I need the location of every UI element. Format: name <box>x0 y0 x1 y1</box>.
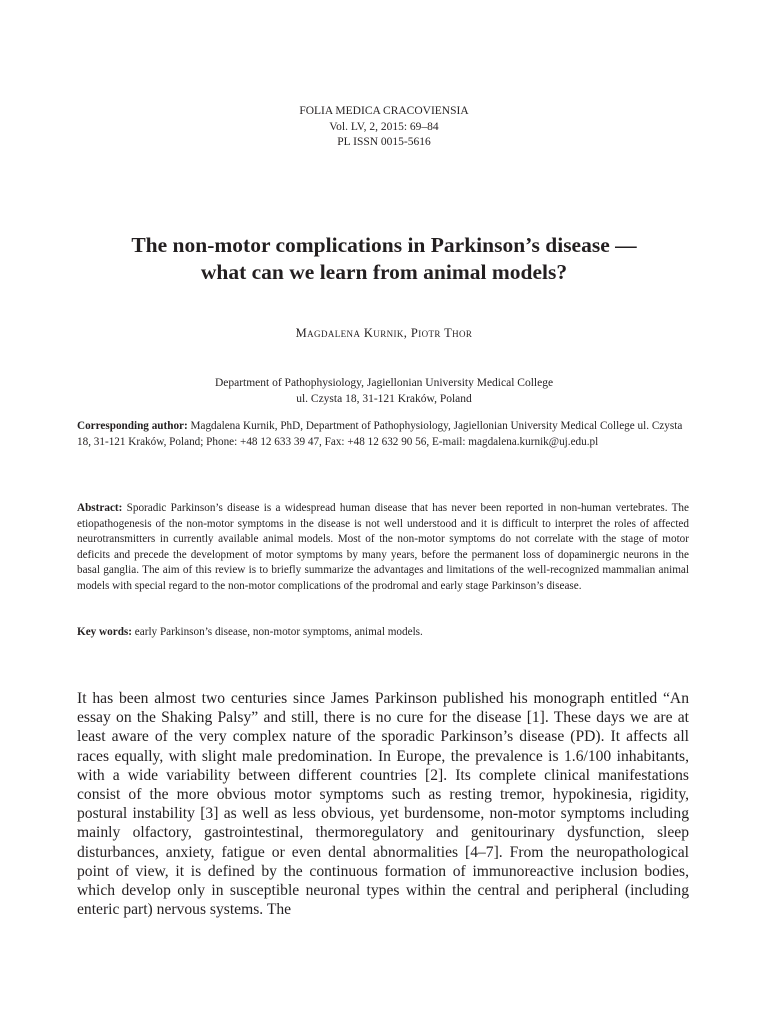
abstract-label: Abstract: <box>77 502 123 514</box>
title-line-1: The non-motor complications in Parkinson’s disease — <box>131 233 637 257</box>
affiliation-line-2: ul. Czysta 18, 31-121 Kraków, Poland <box>296 392 472 405</box>
corresponding-author-label: Corresponding author: <box>77 420 188 432</box>
keywords-text: early Parkinson’s disease, non-motor symptoms, animal models. <box>132 626 423 638</box>
affiliation <box>0 376 768 407</box>
journal-header <box>0 104 768 151</box>
journal-issn: PL ISSN 0015-5616 <box>337 136 431 148</box>
keywords-label: Key words: <box>77 626 132 638</box>
abstract-text: Sporadic Parkinson’s disease is a widespread human disease that has never been reported in non-human vertebrates. The etiopathogenesis of the non-motor symptoms in the disease is not well understood and it is difficult to interpret the roles of affected neurotransmitters in currently available animal models. Most of the non-motor symptoms do not correlate with the stage of motor deficits and precede the development of motor symptoms by many years, before the permanent loss of dopaminergic neurons in the basal ganglia. The aim of this review is to briefly summarize the advantages and limitations of the well-recognized mammalian animal models with special regard to the non-motor complications of the prodromal and early stage Parkinson’s disease. <box>77 502 689 592</box>
corresponding-author-text: Magdalena Kurnik, PhD, Department of Pathophysiology, Jagiellonian University Medical College ul. Czysta 18, 31-121 Kraków, Poland; Phone: +48 12 633 39 47, Fax: +48 12 632 90 56, E-mail: magdalena.kurnik@uj.edu.pl <box>77 420 683 448</box>
author-list: Magdalena Kurnik, Piotr Thor <box>295 326 473 340</box>
journal-name: FOLIA MEDICA CRACOVIENSIA <box>299 105 469 117</box>
affiliation-line-1: Department of Pathophysiology, Jagiellonian University Medical College <box>214 377 554 389</box>
corresponding-author <box>77 418 689 450</box>
body-paragraph: It has been almost two centuries since James Parkinson published his monograph entitled “An essay on the Shaking Palsy” and still, there is no cure for the disease [1]. These days we are at least aware of the very complex nature of the sporadic Parkinson’s disease (PD). It affects all races equally, with slight male predomination. In Europe, the prevalence is 1.6/100 inhabitants, with a wide variability between different countries [2]. Its complete clinical manifestations consist of the more obvious motor symptoms such as resting tremor, hypokinesia, rigidity, postural instability [3] as well as less obvious, yet burdensome, non-motor symptoms including mainly olfactory, gastrointestinal, thermoregulatory and genitourinary dysfunction, sleep disturbances, anxiety, fatigue or even dental abnormalities [4–7]. From the neuropathological point of view, it is defined by the continuous formation of immunoreactive inclusion bodies, which develop only in susceptible neuronal types within the central and peripheral (including enteric part) nervous systems. The <box>77 690 689 919</box>
journal-volume: Vol. LV, 2, 2015: 69–84 <box>329 120 439 133</box>
keywords <box>77 625 689 641</box>
paper-title <box>60 232 708 286</box>
title-line-2: what can we learn from animal models? <box>200 260 568 284</box>
abstract <box>77 501 689 594</box>
